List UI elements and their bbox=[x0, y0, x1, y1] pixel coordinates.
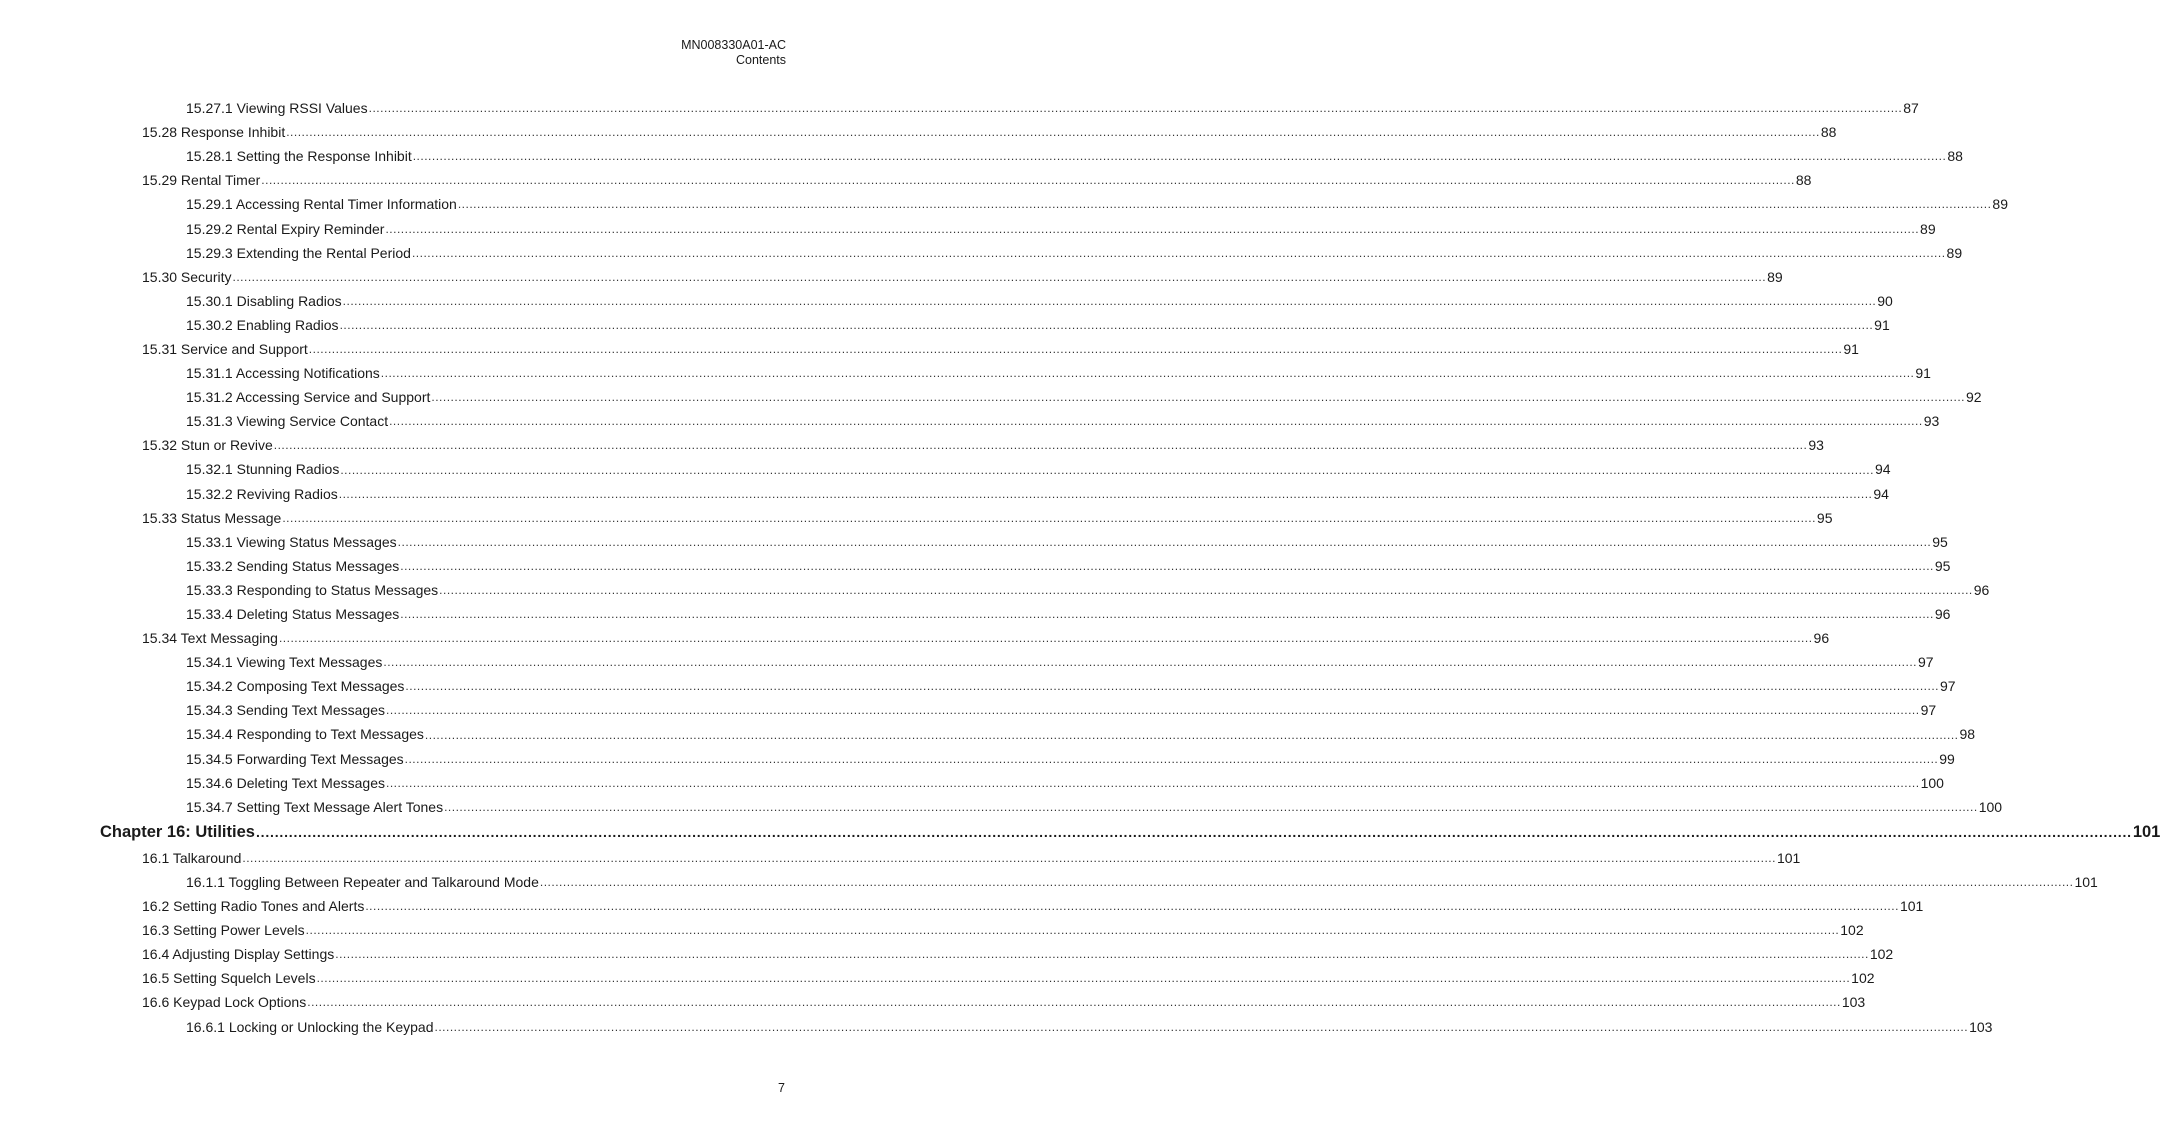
toc-dot-leader: ................................................................................................................................................................................................................................................................................................................................................................................................................ bbox=[342, 293, 1877, 308]
toc-entry[interactable] bbox=[0, 698, 1937, 722]
toc-dot-leader: ................................................................................................................................................................................................................................................................................................................................................................................................................ bbox=[316, 971, 1851, 986]
toc-entry[interactable] bbox=[0, 894, 1924, 918]
toc-entry-title: 15.31.2 Accessing Service and Support bbox=[186, 389, 431, 406]
toc-entry-page: 90 bbox=[1877, 292, 1893, 309]
toc-entry-page: 93 bbox=[1923, 413, 1940, 430]
toc-dot-leader: ................................................................................................................................................................................................................................................................................................................................................................................................................ bbox=[400, 607, 1934, 622]
toc-entry-title: 15.34.2 Composing Text Messages bbox=[186, 678, 405, 695]
toc-entry[interactable] bbox=[0, 144, 1963, 168]
toc-entry[interactable] bbox=[0, 747, 1955, 771]
toc-entry-title: 15.32.2 Reviving Radios bbox=[186, 485, 338, 502]
toc-entry-page: 91 bbox=[1843, 340, 1859, 357]
toc-entry-page: 97 bbox=[1917, 654, 1934, 671]
toc-entry-title: 16.4 Adjusting Display Settings bbox=[142, 946, 335, 963]
toc-entry[interactable] bbox=[0, 482, 1889, 506]
toc-entry[interactable] bbox=[0, 771, 1944, 795]
toc-entry-title: 16.2 Setting Radio Tones and Alerts bbox=[142, 898, 365, 915]
toc-entry[interactable] bbox=[0, 602, 1951, 626]
toc-entry-title: 16.3 Setting Power Levels bbox=[142, 922, 305, 939]
toc-dot-leader: ................................................................................................................................................................................................................................................................................................................................................................................................................ bbox=[308, 342, 1843, 357]
toc-dot-leader: ................................................................................................................................................................................................................................................................................................................................................................................................................ bbox=[400, 558, 1934, 573]
toc-entry[interactable] bbox=[0, 966, 1875, 990]
toc-entry-page: 101 bbox=[1899, 898, 1924, 915]
toc-entry-page: 87 bbox=[1903, 100, 1919, 117]
toc-entry[interactable] bbox=[0, 168, 1812, 192]
toc-entry-title: 15.31.1 Accessing Notifications bbox=[186, 365, 380, 382]
toc-entry[interactable] bbox=[0, 870, 2098, 894]
toc-entry[interactable] bbox=[0, 337, 1859, 361]
toc-dot-leader: ................................................................................................................................................................................................................................................................................................................................................................................................................ bbox=[278, 631, 1813, 646]
toc-entry-title: 16.5 Setting Squelch Levels bbox=[142, 970, 316, 987]
toc-entry-title: 15.33 Status Message bbox=[142, 509, 282, 526]
toc-entry[interactable] bbox=[0, 722, 1976, 746]
toc-entry-title: 15.28.1 Setting the Response Inhibit bbox=[186, 148, 412, 165]
toc-dot-leader: ................................................................................................................................................................................................................................................................................................................................................................................................................ bbox=[339, 317, 1874, 332]
toc-entry-title: 16.1 Talkaround bbox=[142, 849, 242, 866]
toc-entry-title: 15.34.5 Forwarding Text Messages bbox=[186, 750, 404, 767]
toc-entry[interactable] bbox=[0, 216, 1936, 240]
toc-dot-leader: ................................................................................................................................................................................................................................................................................................................................................................................................................ bbox=[434, 1019, 1969, 1034]
toc-entry-title: 15.30.2 Enabling Radios bbox=[186, 316, 339, 333]
toc-dot-leader: ................................................................................................................................................................................................................................................................................................................................................................................................................ bbox=[444, 799, 1978, 814]
toc-dot-leader: ................................................................................................................................................................................................................................................................................................................................................................................................................ bbox=[383, 655, 1917, 670]
toc-entry-title: 15.34.7 Setting Text Message Alert Tones bbox=[186, 798, 444, 815]
toc-entry-page: 98 bbox=[1959, 726, 1976, 743]
toc-entry-title: 15.33.2 Sending Status Messages bbox=[186, 557, 400, 574]
toc-entry-title: 15.33.4 Deleting Status Messages bbox=[186, 606, 400, 623]
toc-entry-page: 97 bbox=[1920, 702, 1937, 719]
toc-entry[interactable] bbox=[0, 289, 1893, 313]
toc-entry[interactable] bbox=[0, 361, 1931, 385]
toc-entry-page: 91 bbox=[1915, 365, 1931, 382]
toc-dot-leader: ................................................................................................................................................................................................................................................................................................................................................................................................................ bbox=[411, 245, 1946, 260]
toc-entry-page: 88 bbox=[1820, 124, 1837, 141]
toc-dot-leader: ................................................................................................................................................................................................................................................................................................................................................................................................................ bbox=[412, 149, 1947, 164]
toc-entry[interactable] bbox=[0, 265, 1783, 289]
toc-entry[interactable] bbox=[0, 650, 1934, 674]
toc-entry-title: 16.6.1 Locking or Unlocking the Keypad bbox=[186, 1018, 434, 1035]
toc-dot-leader: ................................................................................................................................................................................................................................................................................................................................................................................................................ bbox=[282, 510, 1816, 525]
toc-entry[interactable] bbox=[0, 506, 1833, 530]
toc-dot-leader: ................................................................................................................................................................................................................................................................................................................................................................................................................ bbox=[307, 995, 1841, 1010]
toc-dot-leader: ................................................................................................................................................................................................................................................................................................................................................................................................................ bbox=[386, 703, 1920, 718]
toc-dot-leader: ................................................................................................................................................................................................................................................................................................................................................................................................................ bbox=[273, 438, 1808, 453]
toc-entry-page: 91 bbox=[1874, 316, 1890, 333]
toc-entry-page: 99 bbox=[1939, 750, 1955, 767]
toc-entry[interactable] bbox=[0, 385, 1982, 409]
toc-entry-title: 15.34.3 Sending Text Messages bbox=[186, 702, 385, 719]
toc-entry-page: 101 bbox=[2074, 873, 2098, 890]
toc-dot-leader: ................................................................................................................................................................................................................................................................................................................................................................................................................ bbox=[380, 366, 1915, 381]
toc-dot-leader: ................................................................................................................................................................................................................................................................................................................................................................................................................ bbox=[385, 775, 1920, 790]
toc-entry-title: 15.31.3 Viewing Service Contact bbox=[186, 413, 389, 430]
toc-dot-leader: ................................................................................................................................................................................................................................................................................................................................................................................................................ bbox=[368, 101, 1903, 116]
toc-entry-page: 101 bbox=[1776, 849, 1801, 866]
toc-entry-page: 89 bbox=[1767, 268, 1783, 285]
toc-entry-page: 97 bbox=[1940, 678, 1956, 695]
toc-entry-title: 15.29 Rental Timer bbox=[142, 172, 261, 189]
toc-entry-page: 95 bbox=[1816, 509, 1833, 526]
toc-entry-page: 102 bbox=[1869, 946, 1894, 963]
toc-entry-page: 95 bbox=[1932, 533, 1948, 550]
toc-entry[interactable] bbox=[0, 530, 1948, 554]
page-header bbox=[681, 38, 786, 68]
toc-entry-title: 15.34.6 Deleting Text Messages bbox=[186, 774, 385, 791]
toc-entry[interactable] bbox=[0, 120, 1837, 144]
toc-entry-page: 93 bbox=[1808, 437, 1824, 454]
toc-entry-title: 15.29.2 Rental Expiry Reminder bbox=[186, 220, 385, 237]
toc-entry[interactable] bbox=[0, 554, 1951, 578]
toc-entry[interactable] bbox=[0, 96, 1919, 120]
toc-entry[interactable] bbox=[0, 846, 1801, 870]
toc-dot-leader: ................................................................................................................................................................................................................................................................................................................................................................................................................ bbox=[385, 221, 1920, 236]
toc-entry-title: 15.28 Response Inhibit bbox=[142, 124, 286, 141]
toc-entry-page: 94 bbox=[1873, 485, 1889, 502]
toc-entry-page: 96 bbox=[1973, 581, 1990, 598]
toc-dot-leader: ................................................................................................................................................................................................................................................................................................................................................................................................................ bbox=[424, 727, 1959, 742]
toc-dot-leader: ................................................................................................................................................................................................................................................................................................................................................................................................................ bbox=[431, 390, 1965, 405]
page-number: 7 bbox=[778, 1081, 785, 1095]
toc-entry-page: 94 bbox=[1874, 461, 1891, 478]
toc-dot-leader: ................................................................................................................................................................................................................................................................................................................................................................................................................ bbox=[539, 875, 2074, 889]
toc-entry-page: 89 bbox=[1946, 244, 1963, 261]
toc-entry-title: 16.6 Keypad Lock Options bbox=[142, 994, 307, 1011]
toc-entry-page: 88 bbox=[1947, 148, 1963, 165]
toc-dot-leader: ................................................................................................................................................................................................................................................................................................................................................................................................................ bbox=[340, 462, 1874, 477]
table-of-contents bbox=[0, 96, 2160, 1039]
toc-entry-page: 102 bbox=[1840, 922, 1864, 939]
toc-dot-leader: ................................................................................................................................................................................................................................................................................................................................................................................................................ bbox=[286, 125, 1820, 140]
toc-entry[interactable] bbox=[0, 409, 1940, 433]
toc-dot-leader: ................................................................................................................................................................................................................................................................................................................................................................................................................ bbox=[305, 923, 1840, 938]
toc-entry-title: 15.31 Service and Support bbox=[142, 340, 308, 357]
toc-entry[interactable] bbox=[0, 626, 1830, 650]
toc-entry-page: 103 bbox=[1969, 1018, 1993, 1035]
toc-dot-leader: ................................................................................................................................................................................................................................................................................................................................................................................................................ bbox=[405, 679, 1940, 694]
toc-entry-page: 100 bbox=[1920, 774, 1944, 791]
toc-entry[interactable] bbox=[0, 942, 1894, 966]
toc-dot-leader: ................................................................................................................................................................................................................................................................................................................................................................................................................ bbox=[397, 534, 1932, 549]
toc-entry[interactable] bbox=[0, 433, 1824, 457]
toc-entry-title: 15.32.1 Stunning Radios bbox=[186, 461, 340, 478]
toc-dot-leader: ................................................................................................................................................................................................................................................................................................................................................................................................................ bbox=[242, 850, 1776, 865]
document-id: MN008330A01-AC bbox=[681, 38, 786, 52]
toc-entry[interactable] bbox=[0, 241, 1963, 265]
toc-entry-title: 15.30.1 Disabling Radios bbox=[186, 292, 342, 309]
toc-entry[interactable] bbox=[0, 795, 2003, 819]
toc-dot-leader: ................................................................................................................................................................................................................................................................................................................................................................................................................ bbox=[255, 823, 2132, 840]
toc-entry-title: 16.1.1 Toggling Between Repeater and Talkaround Mode bbox=[186, 873, 539, 890]
toc-entry-title: 15.34.4 Responding to Text Messages bbox=[186, 726, 424, 743]
toc-entry-page: 96 bbox=[1813, 630, 1830, 647]
toc-entry-title: 15.30 Security bbox=[142, 268, 232, 285]
toc-entry-page: 103 bbox=[1841, 994, 1866, 1011]
toc-dot-leader: ................................................................................................................................................................................................................................................................................................................................................................................................................ bbox=[365, 899, 1899, 914]
toc-entry-page: 102 bbox=[1851, 970, 1875, 987]
toc-entry-title: 15.33.3 Responding to Status Messages bbox=[186, 581, 439, 598]
section-name: Contents bbox=[735, 53, 786, 67]
toc-entry[interactable] bbox=[0, 1014, 1993, 1038]
toc-entry[interactable] bbox=[0, 990, 1866, 1014]
toc-entry-page: 89 bbox=[1920, 220, 1936, 237]
toc-entry-page: 95 bbox=[1934, 557, 1951, 574]
toc-entry-page: 101 bbox=[2132, 822, 2160, 841]
toc-dot-leader: ................................................................................................................................................................................................................................................................................................................................................................................................................ bbox=[389, 414, 1923, 429]
toc-entry-title: 15.33.1 Viewing Status Messages bbox=[186, 533, 397, 550]
toc-entry[interactable] bbox=[0, 578, 1990, 602]
toc-entry[interactable] bbox=[0, 918, 1864, 942]
toc-entry-title: 15.34 Text Messaging bbox=[142, 630, 278, 647]
toc-entry-page: 88 bbox=[1795, 172, 1812, 189]
toc-entry-page: 89 bbox=[1992, 196, 2008, 213]
toc-entry-page: 100 bbox=[1978, 798, 2003, 815]
toc-dot-leader: ................................................................................................................................................................................................................................................................................................................................................................................................................ bbox=[335, 947, 1869, 962]
toc-entry[interactable] bbox=[0, 674, 1956, 698]
toc-entry[interactable] bbox=[0, 457, 1891, 481]
toc-dot-leader: ................................................................................................................................................................................................................................................................................................................................................................................................................ bbox=[338, 486, 1873, 501]
toc-chapter-entry[interactable] bbox=[0, 819, 2160, 846]
toc-entry-title: 15.32 Stun or Revive bbox=[142, 437, 273, 454]
toc-entry-page: 96 bbox=[1934, 606, 1951, 623]
toc-entry[interactable] bbox=[0, 313, 1890, 337]
toc-dot-leader: ................................................................................................................................................................................................................................................................................................................................................................................................................ bbox=[261, 173, 1795, 188]
toc-dot-leader: ................................................................................................................................................................................................................................................................................................................................................................................................................ bbox=[439, 582, 1973, 597]
toc-dot-leader: ................................................................................................................................................................................................................................................................................................................................................................................................................ bbox=[457, 197, 1992, 212]
toc-entry-title: Chapter 16: Utilities bbox=[100, 822, 255, 841]
toc-entry-title: 15.29.1 Accessing Rental Timer Information bbox=[186, 196, 457, 213]
toc-entry[interactable] bbox=[0, 192, 2008, 216]
toc-entry-title: 15.27.1 Viewing RSSI Values bbox=[186, 100, 368, 117]
toc-dot-leader: ................................................................................................................................................................................................................................................................................................................................................................................................................ bbox=[232, 269, 1767, 284]
toc-dot-leader: ................................................................................................................................................................................................................................................................................................................................................................................................................ bbox=[404, 751, 1939, 766]
toc-entry-title: 15.34.1 Viewing Text Messages bbox=[186, 654, 383, 671]
toc-entry-page: 92 bbox=[1965, 389, 1982, 406]
toc-entry-title: 15.29.3 Extending the Rental Period bbox=[186, 244, 411, 261]
